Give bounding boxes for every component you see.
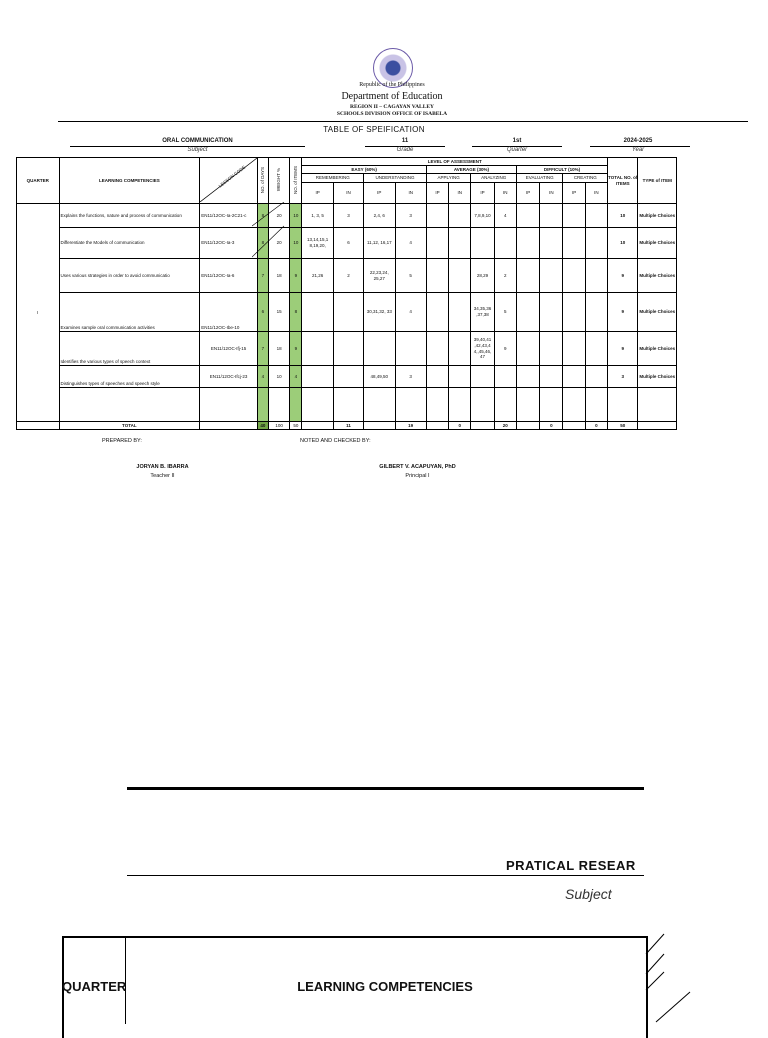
header-ip: IP [516,183,539,204]
ana-ip-cell [471,366,494,388]
noted-by-label: NOTED AND CHECKED BY: [300,438,371,444]
ana-ip-cell: 28,29 [471,259,494,293]
cre-in-cell [585,204,607,228]
total-label: TOTAL [59,422,200,430]
page2-header-quarter: QUARTER [62,979,126,994]
header-lesson-code: LESSON CODE [217,164,247,189]
und-ip-cell [364,332,395,366]
ana-in-cell [494,366,516,388]
rem-in-cell [333,293,363,332]
days-cell: 7 [257,259,268,293]
lesson-code-cell: EN11/12OC-Ibe-10 [200,293,258,332]
page2-subject-value: PRATICAL RESEAR [506,858,636,873]
weight-cell: 18 [269,332,290,366]
days-cell: 8 [257,204,268,228]
table-row [17,366,677,388]
division-line: SCHOOLS DIVISION OFFICE OF ISABELA [336,111,448,117]
app-in-cell [449,332,471,366]
und-in-cell: 5 [395,259,426,293]
und-in-cell: 3 [395,204,426,228]
header-in: IN [494,183,516,204]
und-in-cell: 4 [395,293,426,332]
year-label: Year [631,147,645,153]
ana-in-cell [494,228,516,259]
rem-in-cell: 3 [333,204,363,228]
app-in-cell [449,228,471,259]
days-cell: 7 [257,332,268,366]
header-type-item: TYPE of ITEM [638,158,677,204]
header-understanding: UNDERSTANDING [364,174,427,183]
quarter-cell: I [17,204,60,422]
subject-value: ORAL COMMUNICATION [162,138,233,144]
header-level-assessment: LEVEL OF ASSESSMENT [302,158,608,166]
und-ip-cell: 2,4, 6 [364,204,395,228]
competency-cell: Uses various strategies in order to avoid communicatio [59,259,200,293]
header-ip: IP [302,183,333,204]
cre-ip-cell [563,228,585,259]
header-easy: EASY (60%) [302,166,426,174]
eva-ip-cell [516,366,539,388]
rem-in-cell: 6 [333,228,363,259]
header-days: NO. of DAYS [260,166,266,193]
year-value: 2024-2025 [623,138,653,144]
items-cell: 9 [290,332,302,366]
header-in: IN [449,183,471,204]
cre-ip-cell [563,259,585,293]
cre-in-cell [585,259,607,293]
cell-diagonals [252,202,288,258]
header-ip: IP [563,183,585,204]
eva-ip-cell [516,204,539,228]
days-cell: 6 [257,293,268,332]
days-cell: 4 [257,366,268,388]
region-line: REGION II – CAGAYAN VALLEY [349,104,435,110]
header-applying: APPLYING [426,174,471,183]
page2-subject-underline [127,875,644,876]
competency-cell: Differentiate the Models of communication [59,228,200,259]
total-cell: 9 [608,293,638,332]
ana-in-cell: 5 [494,293,516,332]
lesson-code-cell: EN11/12OC-Ia-3 [200,228,258,259]
app-ip-cell [426,293,448,332]
type-cell: Multiple Choices [638,228,677,259]
weight-cell: 10 [269,366,290,388]
page2-top-rule [127,787,644,790]
items-cell: 10 [290,204,302,228]
header-divider [58,121,748,122]
total-und-in: 19 [395,422,426,430]
rem-ip-cell [302,366,333,388]
ana-ip-cell: 39,40,41 ,42,43,4 4,,45,46, 47 [471,332,494,366]
weight-cell: 15 [269,293,290,332]
ana-in-cell: 2 [494,259,516,293]
und-ip-cell: 30,31,32, 33 [364,293,395,332]
empty-row [17,388,677,422]
total-app-in: 0 [449,422,471,430]
app-in-cell [449,259,471,293]
app-ip-cell [426,332,448,366]
app-ip-cell [426,228,448,259]
header-evaluating: EVALUATING [516,174,563,183]
competency-cell: Identifies the various types of speech context [59,332,200,366]
cre-in-cell [585,332,607,366]
header-weight: WEIGHT % [276,168,282,192]
lesson-code-cell: EN11/12OC-Ifj-15 [200,332,258,366]
eva-in-cell [540,259,563,293]
total-eva-in: 0 [540,422,563,430]
header-lesson-code-cell [200,158,258,204]
quarter-value: 1st [512,138,522,144]
total-cell: 3 [608,366,638,388]
grand-total: 50 [608,422,638,430]
header-in: IN [540,183,563,204]
app-in-cell [449,204,471,228]
type-cell: Multiple Choices [638,204,677,228]
rem-ip-cell: 21,26 [302,259,333,293]
rem-ip-cell [302,293,333,332]
page2-header-competencies: LEARNING COMPETENCIES [297,979,473,994]
rem-in-cell [333,366,363,388]
header-weight-cell [269,158,290,204]
und-in-cell: 4 [395,228,426,259]
header-days-cell [257,158,268,204]
eva-ip-cell [516,293,539,332]
table-row [17,259,677,293]
ana-in-cell: 9 [494,332,516,366]
header-competencies: LEARNING COMPETENCIES [59,158,200,204]
noted-by-title: Principal I [405,473,430,479]
type-cell: Multiple Choices [638,293,677,332]
items-cell: 9 [290,259,302,293]
competency-cell: Examines sample oral communication activities [59,293,200,332]
cre-in-cell [585,366,607,388]
total-days: 40 [257,422,268,430]
type-cell: Multiple Choices [638,259,677,293]
und-ip-cell: 22,23,24, 25,27 [364,259,395,293]
header-ip: IP [471,183,494,204]
app-in-cell [449,293,471,332]
app-ip-cell [426,259,448,293]
page2-diagonal-lines [644,932,694,1024]
ana-ip-cell: 7,8,9,10 [471,204,494,228]
header-analyzing: ANALYZING [471,174,517,183]
total-cell: 10 [608,228,638,259]
document-title: TABLE OF SPEIFICATION [323,125,425,134]
ana-ip-cell [471,228,494,259]
header-in: IN [395,183,426,204]
competency-cell: Distinguishes types of speeches and speech style [59,366,200,388]
type-cell: Multiple Choices [638,366,677,388]
header-items-cell [290,158,302,204]
und-in-cell [395,332,426,366]
ana-ip-cell: 34,35,36 ,37,38 [471,293,494,332]
total-cell: 10 [608,204,638,228]
total-cell: 9 [608,259,638,293]
cre-ip-cell [563,293,585,332]
header-items: NO. of ITEMS [293,165,298,194]
table-row [17,204,677,228]
eva-in-cell [540,293,563,332]
table-row [17,332,677,366]
rem-in-cell [333,332,363,366]
page2-subject-label: Subject [565,886,612,902]
cre-in-cell [585,228,607,259]
table-row [17,228,677,259]
prepared-by-title: Teacher II [150,473,175,479]
header-difficult: DIFFICULT (10%) [516,166,607,174]
ana-in-cell: 4 [494,204,516,228]
prepared-by-name: JORYAN B. IBARRA [136,464,189,470]
header-total-items: TOTAL NO. of ITEMS [608,158,638,204]
table-row [17,293,677,332]
cre-ip-cell [563,366,585,388]
weight-cell: 20 [269,204,290,228]
header-in: IN [333,183,363,204]
app-in-cell [449,366,471,388]
weight-cell: 18 [269,259,290,293]
header-average: AVERAGE (30%) [426,166,516,174]
und-ip-cell: 11,12, 16,17 [364,228,395,259]
header-ip: IP [426,183,448,204]
eva-in-cell [540,204,563,228]
header-remembering: REMEMBERING [302,174,364,183]
header-creating: CREATING [563,174,608,183]
total-row [17,422,677,430]
eva-ip-cell [516,228,539,259]
total-cre-in: 0 [585,422,607,430]
total-ana-in: 20 [494,422,516,430]
eva-ip-cell [516,332,539,366]
items-cell: 8 [290,293,302,332]
header-in: IN [585,183,607,204]
cre-ip-cell [563,332,585,366]
noted-by-name: GILBERT V. ACAPUYAN, PhD [379,464,456,470]
items-cell: 10 [290,228,302,259]
prepared-by-label: PREPARED BY: [102,438,142,444]
und-ip-cell: 48,49,50 [364,366,395,388]
grade-value: 11 [401,138,409,144]
department-name: Department of Education [341,91,443,102]
total-items: 50 [290,422,302,430]
rem-ip-cell [302,332,333,366]
eva-in-cell [540,366,563,388]
grade-label: Grade [396,147,414,153]
subject-label: Subject [187,147,208,153]
days-cell: 8 [257,228,268,259]
rem-in-cell: 2 [333,259,363,293]
rem-ip-cell: 13,14,15,1 8,19,20, [302,228,333,259]
eva-in-cell [540,332,563,366]
cre-ip-cell [563,204,585,228]
type-cell: Multiple Choices [638,332,677,366]
lesson-code-cell: EN11/12OC-Ia-6 [200,259,258,293]
eva-ip-cell [516,259,539,293]
quarter-label: Quarter [506,147,528,153]
lesson-code-cell: EN11/12OC-Ia-2C21-c [200,204,258,228]
cre-in-cell [585,293,607,332]
items-cell: 4 [290,366,302,388]
app-ip-cell [426,204,448,228]
eva-in-cell [540,228,563,259]
weight-cell: 20 [269,228,290,259]
app-ip-cell [426,366,448,388]
lesson-code-cell: EN11/12OC-Ifcj-23 [200,366,258,388]
competency-cell: Explains the functions, nature and process of communication [59,204,200,228]
header-quarter: QUARTER [17,158,60,204]
total-weight: 100 [269,422,290,430]
total-rem-in: 11 [333,422,363,430]
rem-ip-cell: 1, 3, 5 [302,204,333,228]
und-in-cell: 3 [395,366,426,388]
republic-line: Republic of the Philippines [359,82,425,88]
total-cell: 9 [608,332,638,366]
header-ip: IP [364,183,395,204]
specification-table [16,157,677,430]
